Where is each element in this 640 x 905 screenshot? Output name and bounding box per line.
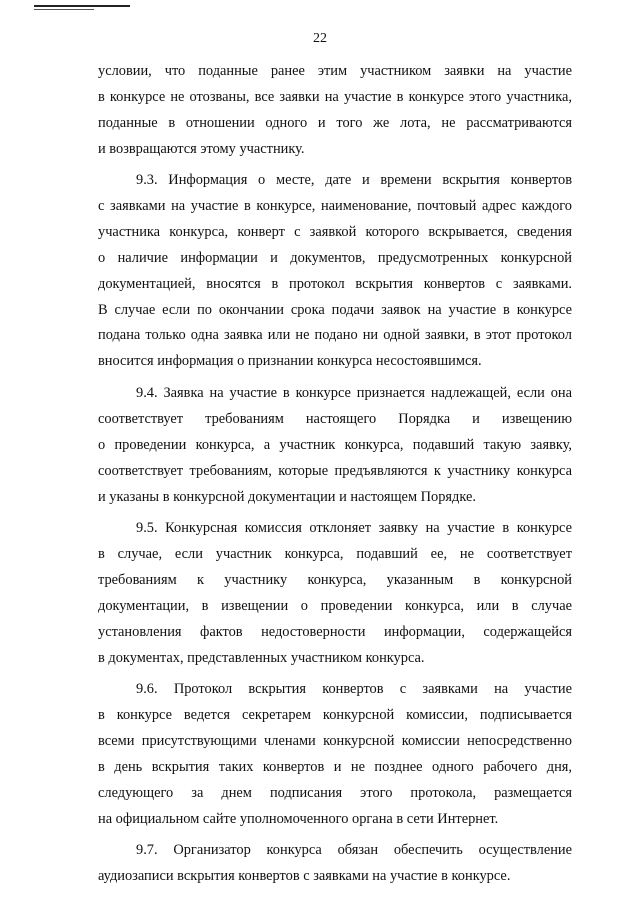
paragraph-9-5 (98, 516, 572, 671)
text-line: о наличие информации и документов, предусмотренных конкурсной (98, 249, 572, 266)
paragraph-continuation (98, 59, 572, 162)
text-line: 9.6. Протокол вскрытия конвертов с заявками на участие (136, 681, 572, 698)
text-line: и возвращаются этому участнику. (98, 140, 305, 157)
text-line: на официальном сайте уполномоченного органа в сети Интернет. (98, 810, 499, 827)
text-line: документацией, вносятся в протокол вскрытия конвертов с заявками. (98, 275, 572, 292)
text-line: соответствует требованиям, которые предъявляются к участнику конкурса (98, 462, 572, 479)
text-line: и указаны в конкурсной документации и настоящем Порядке. (98, 488, 476, 505)
text-line: аудиозаписи вскрытия конвертов с заявками на участие в конкурсе. (98, 868, 511, 885)
paragraph-9-7 (98, 838, 572, 890)
paragraph-9-4 (98, 381, 572, 510)
text-line: 9.7. Организатор конкурса обязан обеспечить осуществление (136, 842, 572, 859)
text-line: 9.5. Конкурсная комиссия отклоняет заявку на участие в конкурсе (136, 520, 572, 537)
paragraph-9-6 (98, 677, 572, 832)
text-line: следующего за днем подписания этого протокола, размещается (98, 784, 572, 801)
text-line: в конкурсе не отозваны, все заявки на участие в конкурсе этого участника, (98, 88, 572, 105)
scan-edge-mark (34, 5, 130, 7)
text-line: участника конкурса, конверт с заявкой которого вскрывается, сведения (98, 224, 572, 241)
scan-edge-mark-thin (34, 9, 94, 10)
text-line: вносится информация о признании конкурса несостоявшимся. (98, 353, 482, 370)
paragraph-9-3 (98, 168, 572, 375)
page-number: 22 (313, 31, 327, 46)
text-line: всеми присутствующими членами конкурсной комиссии непосредственно (98, 733, 572, 750)
text-line: 9.3. Информация о месте, дате и времени вскрытия конвертов (136, 172, 572, 189)
text-line: в документах, представленных участником конкурса. (98, 649, 425, 666)
text-line: о проведении конкурса, а участник конкурса, подавший такую заявку, (98, 436, 572, 453)
text-line: В случае если по окончании срока подачи заявок на участие в конкурсе (98, 301, 572, 318)
document-body (98, 59, 572, 890)
text-line: установления фактов недостоверности информации, содержащейся (98, 623, 572, 640)
text-line: в случае, если участник конкурса, подавший ее, не соответствует (98, 546, 572, 563)
text-line: поданные в отношении одного и того же лота, не рассматриваются (98, 114, 572, 131)
text-line: требованиям к участнику конкурса, указанным в конкурсной (98, 572, 572, 589)
text-line: с заявками на участие в конкурсе, наименование, почтовый адрес каждого (98, 198, 572, 215)
text-line: в конкурсе ведется секретарем конкурсной комиссии, подписывается (98, 707, 572, 724)
text-line: соответствует требованиям настоящего Порядка и извещению (98, 410, 572, 427)
text-line: 9.4. Заявка на участие в конкурсе признается надлежащей, если она (136, 385, 572, 402)
text-line: в день вскрытия таких конвертов и не позднее одного рабочего дня, (98, 758, 572, 775)
text-line: подана только одна заявка или не подано ни одной заявки, в этот протокол (98, 327, 572, 344)
text-line: условии, что поданные ранее этим участником заявки на участие (98, 63, 572, 79)
text-line: документации, в извещении о проведении конкурса, или в случае (98, 597, 572, 614)
